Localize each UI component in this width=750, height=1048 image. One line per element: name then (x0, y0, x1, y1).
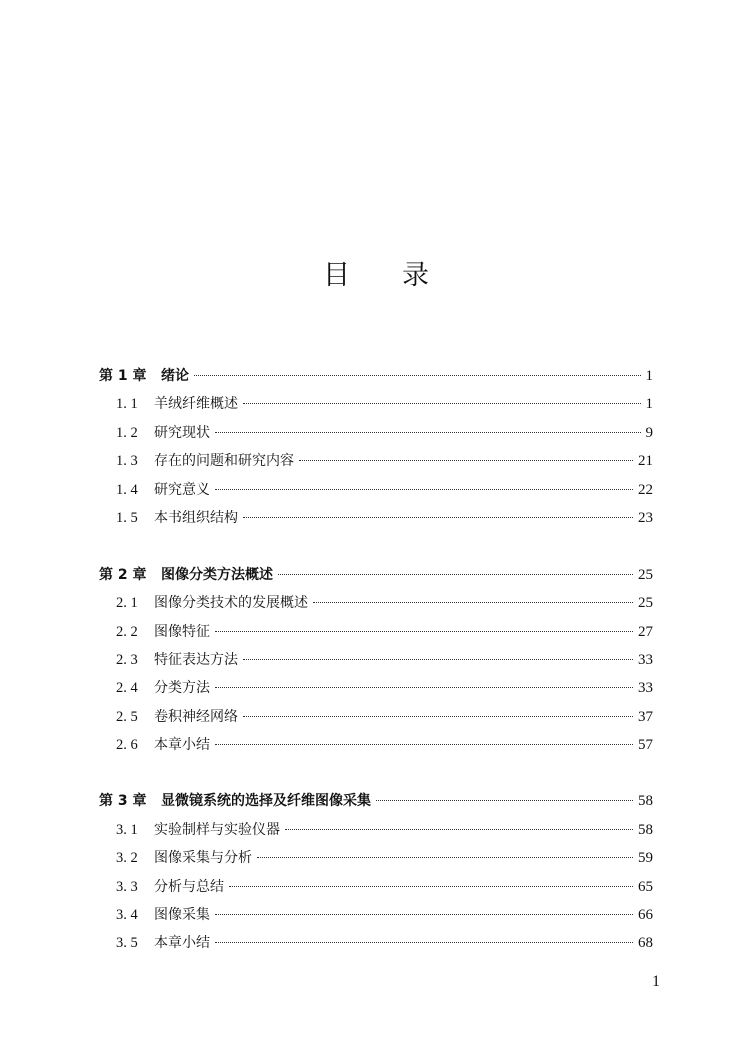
title-char-lu: 录 (402, 260, 429, 291)
toc-section-1-5[interactable] (116, 507, 653, 529)
dot-leader (215, 744, 633, 745)
dot-leader (215, 942, 633, 943)
page-number: 22 (638, 482, 653, 498)
section-number: 2. 5 (116, 709, 138, 725)
section-number: 2. 2 (116, 624, 138, 640)
page-number: 25 (638, 567, 653, 583)
section-number: 1. 1 (116, 396, 138, 412)
section-title: 实验制样与实验仪器 (154, 822, 280, 838)
section-title: 存在的问题和研究内容 (154, 453, 294, 469)
section-title: 图像特征 (154, 624, 210, 640)
dot-leader (215, 432, 641, 433)
page-folio: 1 (652, 973, 660, 990)
dot-leader (243, 716, 633, 717)
toc-section-2-3[interactable] (116, 649, 653, 671)
toc-section-3-4[interactable] (116, 904, 653, 926)
dot-leader (313, 602, 633, 603)
section-title: 卷积神经网络 (154, 709, 238, 725)
chapter-number: 第 3 章 (99, 793, 147, 809)
page-number: 27 (638, 624, 653, 640)
section-title: 图像采集与分析 (154, 850, 252, 866)
section-number: 2. 3 (116, 652, 138, 668)
section-number: 1. 3 (116, 453, 138, 469)
section-number: 3. 5 (116, 935, 138, 951)
section-title: 本章小结 (154, 737, 210, 753)
dot-leader (278, 574, 633, 575)
toc-section-2-5[interactable] (116, 706, 653, 728)
section-number: 2. 4 (116, 680, 138, 696)
toc-chapter-3[interactable] (99, 790, 653, 812)
dot-leader (299, 460, 633, 461)
toc-section-3-1[interactable] (116, 819, 653, 841)
section-title: 特征表达方法 (154, 652, 238, 668)
section-title: 研究现状 (154, 425, 210, 441)
dot-leader (285, 829, 633, 830)
page-number: 1 (645, 396, 653, 412)
dot-leader (229, 886, 633, 887)
dot-leader (194, 375, 641, 376)
chapter-title: 显微镜系统的选择及纤维图像采集 (161, 793, 371, 809)
section-number: 1. 2 (116, 425, 138, 441)
toc-section-1-2[interactable] (116, 422, 653, 444)
page-number: 21 (638, 453, 653, 469)
toc-section-3-5[interactable] (116, 932, 653, 954)
page-number: 33 (638, 680, 653, 696)
section-title: 分类方法 (154, 680, 210, 696)
title-char-mu: 目 (323, 260, 350, 291)
toc-section-1-1[interactable] (116, 393, 653, 415)
toc-section-2-4[interactable] (116, 677, 653, 699)
section-number: 1. 5 (116, 510, 138, 526)
page-number: 57 (638, 737, 653, 753)
toc-section-3-3[interactable] (116, 876, 653, 898)
section-number: 3. 2 (116, 850, 138, 866)
section-title: 图像分类技术的发展概述 (154, 595, 308, 611)
page-number: 25 (638, 595, 653, 611)
page-number: 1 (645, 368, 653, 384)
toc-section-3-2[interactable] (116, 847, 653, 869)
page-number: 58 (638, 822, 653, 838)
page-number: 65 (638, 879, 653, 895)
dot-leader (243, 403, 641, 404)
page-number: 58 (638, 793, 653, 809)
toc-section-2-6[interactable] (116, 734, 653, 756)
toc-section-2-1[interactable] (116, 592, 653, 614)
section-number: 3. 4 (116, 907, 138, 923)
chapter-title: 图像分类方法概述 (161, 567, 273, 583)
chapter-number: 第 1 章 (99, 368, 147, 384)
page-number: 23 (638, 510, 653, 526)
section-title: 本章小结 (154, 935, 210, 951)
page-number: 68 (638, 935, 653, 951)
dot-leader (215, 687, 633, 688)
toc-chapter-1[interactable] (99, 365, 653, 387)
dot-leader (215, 489, 633, 490)
dot-leader (243, 659, 633, 660)
section-number: 3. 1 (116, 822, 138, 838)
dot-leader (257, 857, 633, 858)
toc-section-1-4[interactable] (116, 479, 653, 501)
section-number: 2. 6 (116, 737, 138, 753)
page-number: 66 (638, 907, 653, 923)
page-title (0, 258, 750, 298)
section-number: 3. 3 (116, 879, 138, 895)
chapter-title: 绪论 (161, 368, 189, 384)
toc-section-2-2[interactable] (116, 621, 653, 643)
section-number: 2. 1 (116, 595, 138, 611)
page-number: 59 (638, 850, 653, 866)
section-title: 分析与总结 (154, 879, 224, 895)
page-number: 33 (638, 652, 653, 668)
section-title: 图像采集 (154, 907, 210, 923)
dot-leader (215, 914, 633, 915)
section-title: 羊绒纤维概述 (154, 396, 238, 412)
dot-leader (215, 631, 633, 632)
chapter-number: 第 2 章 (99, 567, 147, 583)
page-number: 9 (645, 425, 653, 441)
section-number: 1. 4 (116, 482, 138, 498)
section-title: 研究意义 (154, 482, 210, 498)
dot-leader (376, 800, 633, 801)
page-number: 37 (638, 709, 653, 725)
toc-section-1-3[interactable] (116, 450, 653, 472)
toc-chapter-2[interactable] (99, 564, 653, 586)
section-title: 本书组织结构 (154, 510, 238, 526)
dot-leader (243, 517, 633, 518)
